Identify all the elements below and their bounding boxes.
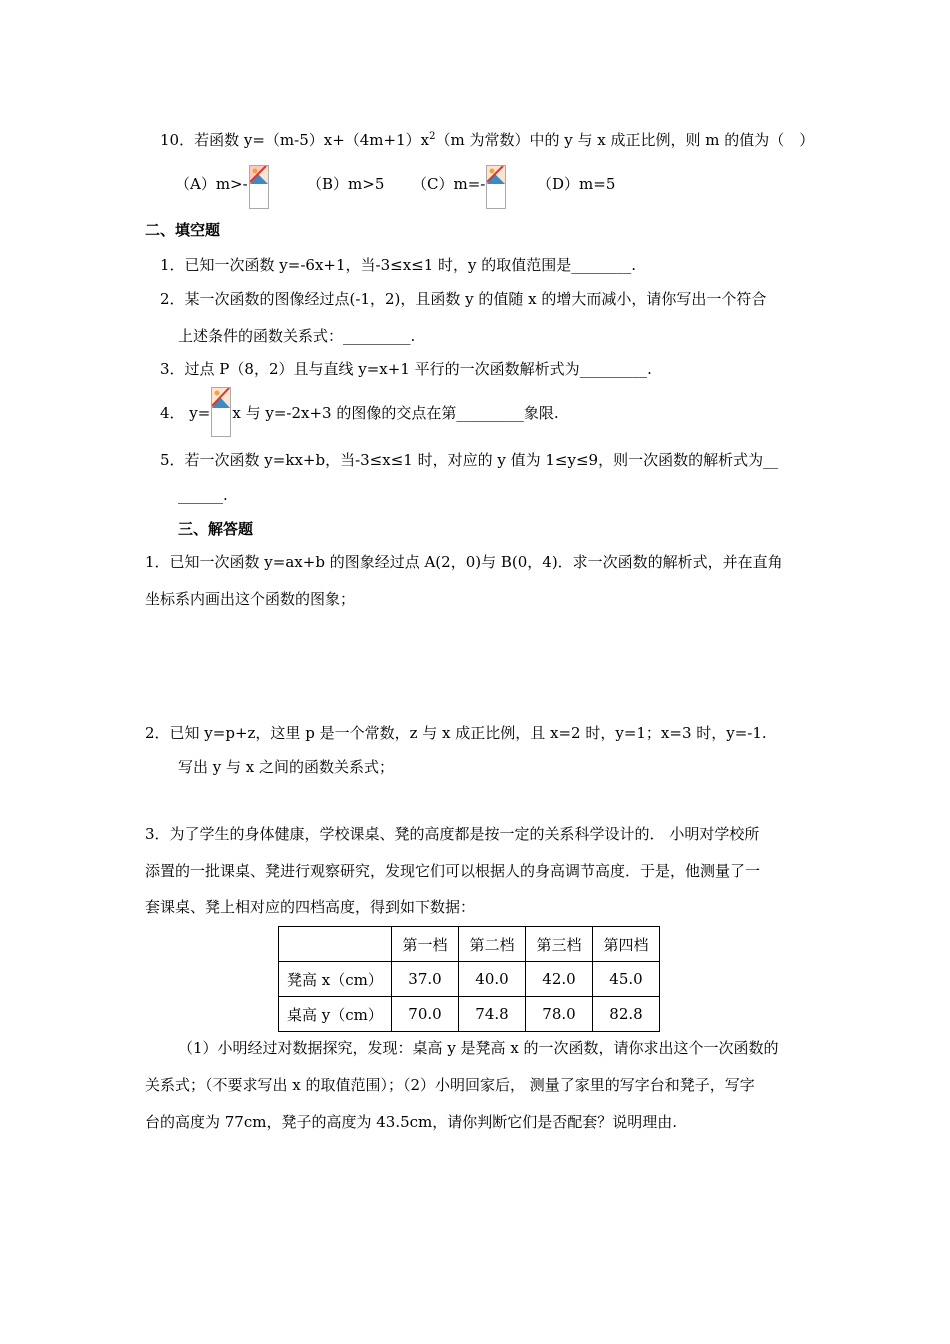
q10-text-a: 10．若函数 y=（m-5）x+（4m+1）x: [160, 131, 430, 149]
broken-image-icon: [249, 165, 269, 209]
table-cell: 37.0: [392, 962, 459, 997]
fill-q3: 3．过点 P（8，2）且与直线 y=x+1 平行的一次函数解析式为_________.: [160, 360, 652, 378]
q10-exponent: 2: [429, 131, 436, 142]
table-cell: 78.0: [526, 997, 593, 1032]
fill-q2-line2: 上述条件的函数关系式：_________.: [178, 327, 416, 345]
table-cell: 42.0: [526, 962, 593, 997]
fill-q2-line1: 2．某一次函数的图像经过点(-1，2)，且函数 y 的值随 x 的增大而减小，请你写出一个符合: [160, 290, 767, 308]
table-header-cell: 第一档: [392, 927, 459, 962]
fill-q4-text-a: 4． y=: [160, 404, 211, 422]
table-header-cell: [279, 927, 392, 962]
q10-stem: [160, 127, 814, 150]
table-header-cell: 第三档: [526, 927, 593, 962]
section3-title: 三、解答题: [178, 520, 254, 538]
table-row-label: 凳高 x（cm）: [279, 962, 392, 997]
table-row: [279, 962, 660, 997]
table-cell: 40.0: [459, 962, 526, 997]
table-header-cell: 第四档: [593, 927, 660, 962]
table-header-cell: 第二档: [459, 927, 526, 962]
q10-option-b: （B）m>5: [307, 175, 385, 193]
answer-q3-line3: 套课桌、凳上相对应的四档高度，得到如下数据：: [145, 898, 476, 916]
q10-option-d: （D）m=5: [537, 175, 616, 193]
answer-q3-part3: 台的高度为 77cm，凳子的高度为 43.5cm，请你判断它们是否配套？说明理由.: [145, 1113, 678, 1131]
table-cell: 74.8: [459, 997, 526, 1032]
answer-q3-line1: 3．为了学生的身体健康，学校课桌、凳的高度都是按一定的关系科学设计的． 小明对学校所: [145, 825, 760, 843]
q10-option-c: [412, 165, 507, 209]
answer-q1-line1: 1．已知一次函数 y=ax+b 的图象经过点 A(2，0)与 B(0，4)．求一次函数的解析式，并在直角: [145, 553, 783, 571]
answer-q2-line2: 写出 y 与 x 之间的函数关系式；: [178, 758, 395, 776]
fill-q5-line2: ______.: [178, 486, 228, 504]
table-row-label: 桌高 y（cm）: [279, 997, 392, 1032]
q10-option-a: [175, 165, 270, 209]
broken-image-icon: [486, 165, 506, 209]
fill-q5-line1: 5．若一次函数 y=kx+b，当-3≤x≤1 时，对应的 y 值为 1≤y≤9，则一次函数的解析式为__: [160, 451, 779, 469]
q10-option-a-text: （A）m>-: [175, 175, 248, 193]
answer-q2-line1: 2．已知 y=p+z，这里 p 是一个常数，z 与 x 成正比例，且 x=2 时，y=1；x=3 时，y=-1.: [145, 724, 767, 742]
answer-q3-part1: （1）小明经过对数据探究，发现：桌高 y 是凳高 x 的一次函数，请你求出这个一次函数的: [178, 1039, 779, 1057]
fill-q1: 1．已知一次函数 y=-6x+1，当-3≤x≤1 时，y 的取值范围是________.: [160, 256, 637, 274]
table-header-row: [279, 927, 660, 962]
answer-q3-line2: 添置的一批课桌、凳进行观察研究，发现它们可以根据人的身高调节高度．于是，他测量了一: [145, 862, 761, 880]
answer-q1-line2: 坐标系内画出这个函数的图象；: [145, 590, 356, 608]
table-cell: 82.8: [593, 997, 660, 1032]
fill-q4-text-b: x 与 y=-2x+3 的图像的交点在第_________象限.: [232, 404, 559, 422]
q10-text-b: （m 为常数）中的 y 与 x 成正比例，则 m 的值为（ ）: [435, 131, 815, 149]
q10-option-c-text: （C）m=-: [412, 175, 486, 193]
section2-title: 二、填空题: [145, 221, 221, 239]
table-row: [279, 997, 660, 1032]
broken-image-icon: [211, 387, 231, 437]
height-data-table: [278, 926, 660, 1032]
fill-q4: [160, 387, 559, 437]
answer-q3-part2: 关系式；（不要求写出 x 的取值范围）；（2）小明回家后， 测量了家里的写字台和凳子，写字: [145, 1076, 755, 1094]
table-cell: 45.0: [593, 962, 660, 997]
table-cell: 70.0: [392, 997, 459, 1032]
